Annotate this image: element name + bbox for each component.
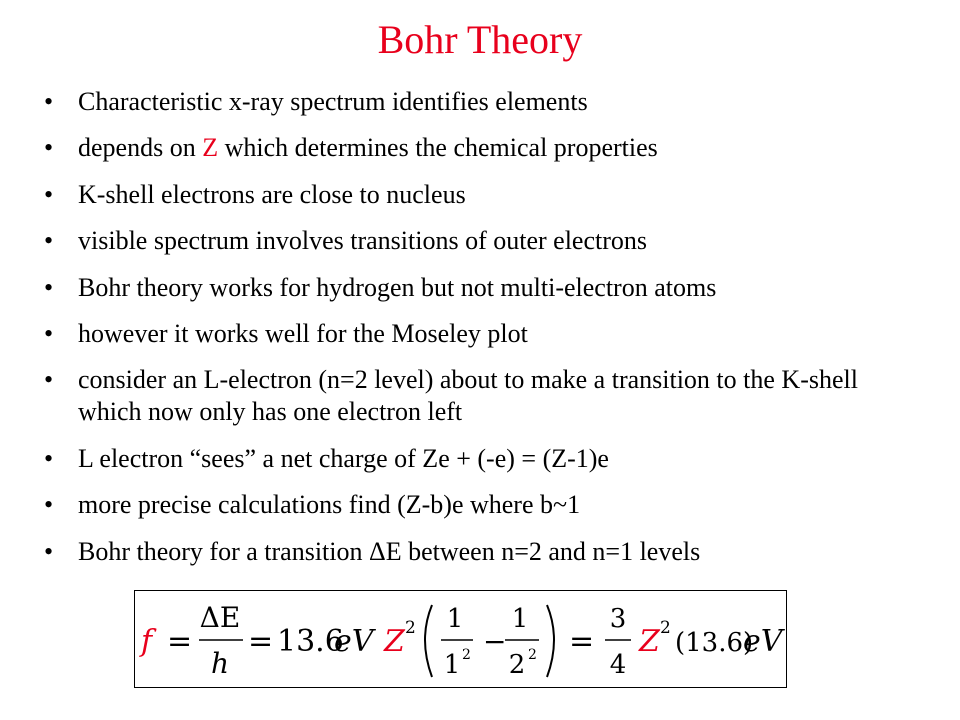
bullet-item [40,86,920,118]
eq-delta-e: ΔE [199,601,241,634]
bullet-text-pre: depends on [78,133,203,163]
bullet-dot: • [44,226,54,256]
eq-one: 1 [446,604,464,634]
eq-unit: eV [743,624,783,659]
eq-exponent: 2 [528,647,537,663]
bullet-text: Bohr theory works for hydrogen but not multi-electron atoms [78,272,717,302]
eq-equals: = [167,624,193,659]
bullet-item [40,179,920,211]
bullet-item [40,272,920,304]
bullet-item [40,225,920,257]
eq-z: Z [384,624,405,659]
bullet-text: however it works well for the Moseley plot [78,318,528,348]
bullet-item [40,489,920,521]
bullet-dot: • [44,133,54,163]
bullet-item [40,364,920,428]
eq-f: f [141,624,153,659]
eq-two: 2 [508,650,526,680]
bullet-item [40,536,920,568]
bullet-dot: • [44,272,54,302]
bohr-equation [135,591,785,686]
eq-h: h [210,647,230,680]
bullet-text: more precise calculations find (Z-b)e where b~1 [78,490,581,520]
bullet-dot: • [44,443,54,473]
eq-exponent: 2 [660,618,671,638]
eq-left-paren [425,605,432,677]
eq-unit: eV [334,624,374,659]
eq-exponent: 2 [405,618,416,638]
eq-three: 3 [609,604,627,634]
bullet-dot: • [44,318,54,348]
bullet-text: K-shell electrons are close to nucleus [78,179,466,209]
eq-minus: − [483,625,507,658]
slide-title: Bohr Theory [377,17,583,62]
eq-coefficient: 13.6 [277,624,344,659]
eq-equals: = [248,624,274,659]
bullet-dot: • [44,490,54,520]
bullet-dot: • [44,87,54,116]
eq-exponent: 2 [462,647,471,663]
bullet-text: consider an L-electron (n=2 level) about to make a transition to the K-shell which now only has one electron left [78,365,858,427]
bullet-text: visible spectrum involves transitions of outer electrons [78,226,647,256]
bullet-item [40,132,920,164]
bullet-dot: • [44,365,54,395]
eq-paren-value: (13.6) [675,628,754,658]
bullet-dot: • [44,179,54,209]
bullet-text: Bohr theory for a transition ΔE between n=2 and n=1 levels [78,536,701,566]
bullet-item [40,443,920,475]
eq-one: 1 [443,650,461,680]
eq-four: 4 [609,650,627,680]
eq-equals: = [569,624,595,659]
eq-right-paren [547,605,554,677]
bullet-text: Characteristic x-ray spectrum identifies elements [78,87,588,116]
bullet-item [40,318,920,350]
bullet-dot: • [44,536,54,566]
eq-z: Z [639,624,660,659]
bullet-text-post: which determines the chemical properties [218,133,658,163]
equation-box [134,590,787,688]
bullet-list [40,86,920,582]
z-highlight: Z [202,133,219,163]
eq-one: 1 [511,604,529,634]
bullet-text: L electron “sees” a net charge of Ze + (-e) = (Z-1)e [78,443,609,473]
